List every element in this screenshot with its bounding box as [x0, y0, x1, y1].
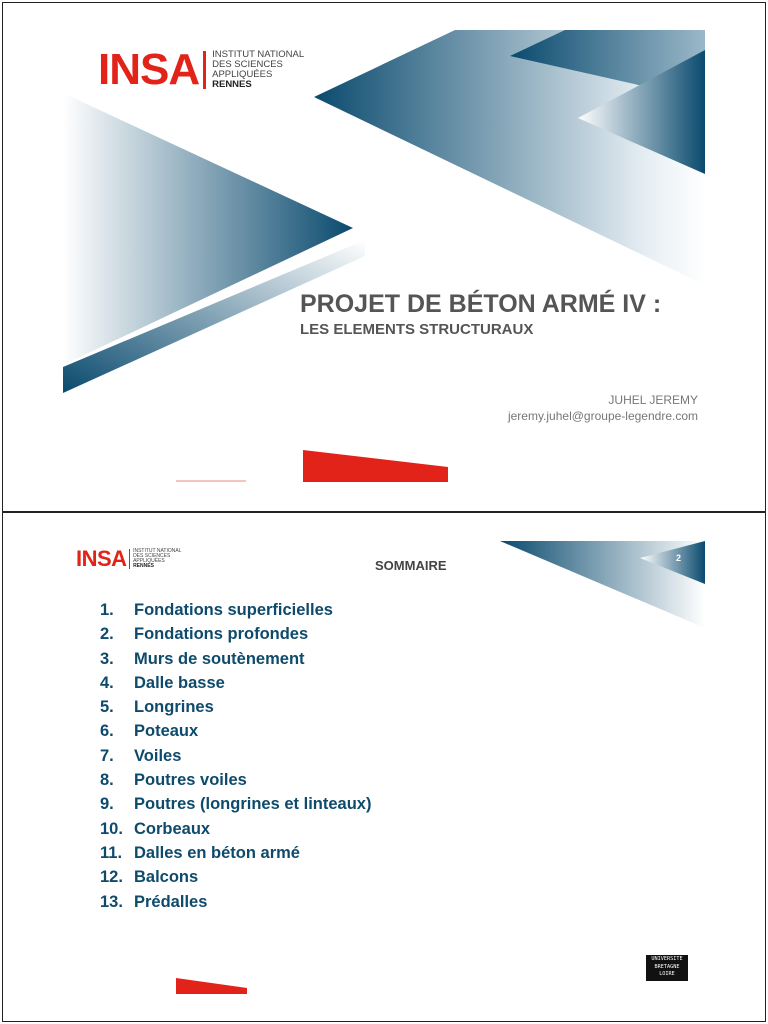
toc-label: Voiles [134, 746, 182, 765]
toc-number: 6. [100, 722, 114, 741]
toc-item [100, 771, 371, 795]
toc-number: 12. [100, 868, 123, 887]
table-of-contents [100, 601, 371, 917]
logo-separator [129, 549, 131, 569]
toc-item [100, 650, 371, 674]
slide-subtitle: LES ELEMENTS STRUCTURAUX [300, 321, 534, 338]
toc-number: 5. [100, 698, 114, 717]
author-name: JUHEL JEREMY [608, 393, 698, 407]
toc-item [100, 868, 371, 892]
logo-line-1: INSTITUT NATIONAL [133, 547, 182, 554]
toc-number: 4. [100, 673, 114, 692]
insa-institution-text [212, 50, 304, 90]
toc-label: Fondations superficielles [134, 601, 333, 619]
ubl-line-1: UNIVERSITE [651, 956, 683, 962]
toc-item [100, 601, 371, 625]
toc-label: Poutres (longrines et linteaux) [134, 795, 372, 814]
logo-separator [203, 51, 206, 89]
ubl-line-2: BRETAGNE [654, 963, 680, 970]
universite-bretagne-loire-logo [646, 955, 688, 981]
insa-logo-mark: INSA [76, 546, 127, 571]
toc-label: Balcons [134, 868, 199, 887]
toc-label: Prédalles [134, 892, 208, 911]
insa-logo-mark: INSA [98, 45, 200, 94]
toc-number: 7. [100, 746, 114, 765]
logo-line-2: DES SCIENCES [133, 552, 171, 559]
logo-line-2: DES SCIENCES [212, 59, 283, 71]
toc-label: Murs de soutènement [134, 649, 305, 668]
toc-number: 11. [100, 843, 123, 862]
toc-number: 3. [100, 649, 114, 668]
page-number: 2 [676, 553, 682, 563]
toc-label: Fondations profondes [134, 625, 309, 644]
toc-label: Dalles en béton armé [134, 843, 300, 862]
toc-item [100, 844, 371, 868]
toc-item [100, 674, 371, 698]
logo-line-1: INSTITUT NATIONAL [212, 49, 305, 61]
toc-item [100, 893, 371, 917]
author-block [508, 392, 698, 424]
toc-label: Longrines [134, 698, 214, 717]
toc-item [100, 820, 371, 844]
toc-item [100, 722, 371, 746]
toc-number: 9. [100, 795, 114, 814]
toc-number: 1. [100, 601, 114, 619]
insa-logo [98, 45, 305, 94]
toc-number: 8. [100, 771, 114, 790]
toc-number: 10. [100, 819, 123, 838]
toc-item [100, 698, 371, 722]
toc-number: 13. [100, 892, 123, 911]
toc-item [100, 625, 371, 649]
logo-line-3: APPLIQUÉES [212, 69, 273, 80]
toc-item [100, 795, 371, 819]
toc-label: Dalle basse [134, 673, 225, 692]
toc-item [100, 747, 371, 771]
toc-label: Poteaux [134, 722, 199, 741]
slide-title: PROJET DE BÉTON ARMÉ IV : [300, 290, 662, 318]
toc-label: Poutres voiles [134, 771, 247, 790]
logo-city: RENNES [212, 78, 252, 90]
logo-city: RENNES [133, 563, 154, 570]
logo-line-3: APPLIQUÉES [133, 558, 165, 564]
author-email: jeremy.juhel@groupe-legendre.com [507, 409, 698, 423]
sommaire-heading: SOMMAIRE [375, 558, 447, 573]
ubl-line-3: LOIRE [659, 971, 675, 977]
insa-logo-small [76, 548, 182, 570]
insa-institution-text [133, 549, 181, 570]
toc-label: Corbeaux [134, 819, 211, 838]
toc-number: 2. [100, 625, 114, 644]
